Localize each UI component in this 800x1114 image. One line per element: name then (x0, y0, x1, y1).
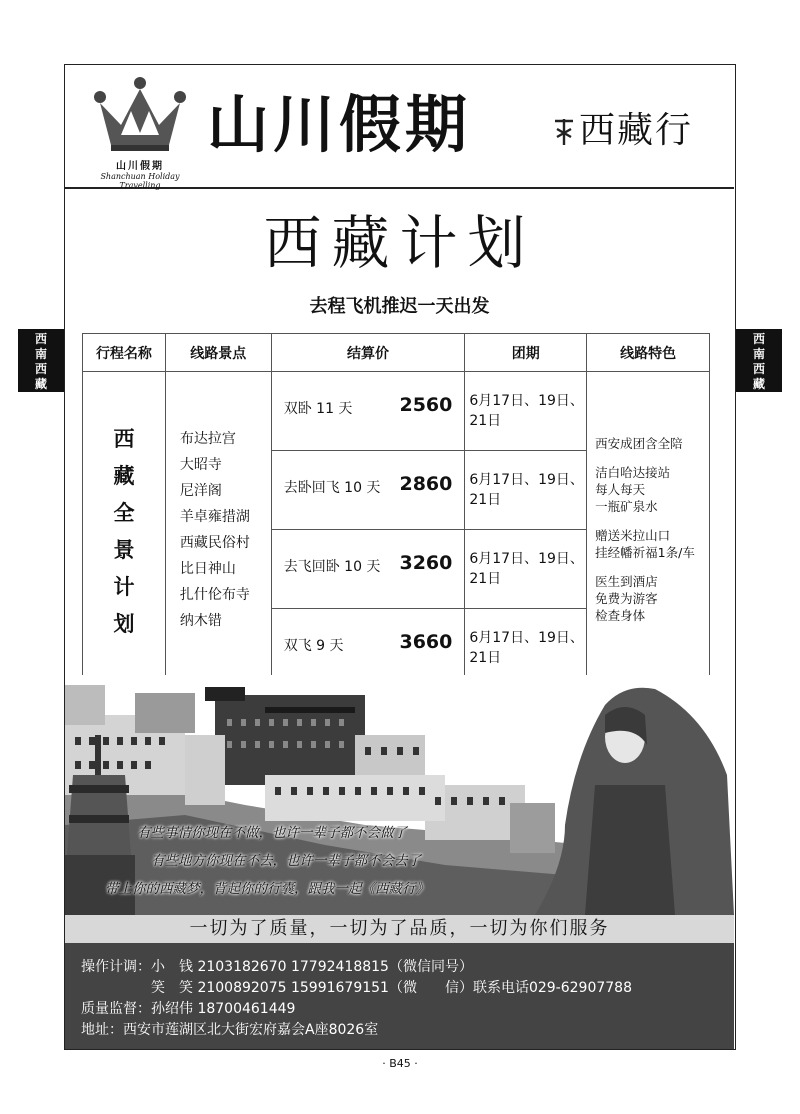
sight-item: 尼洋阁 (179, 482, 222, 499)
tibet-photo-collage (65, 675, 734, 915)
column-header: 线路特色 (587, 334, 710, 372)
feature-item: 免费为游客 (595, 591, 658, 606)
feature-item: 每人每天 (595, 482, 646, 497)
route-name-char: 划 (113, 611, 135, 636)
sight-item: 比日神山 (179, 560, 236, 577)
sight-item: 纳木错 (179, 612, 222, 629)
table-header-row (83, 334, 710, 372)
price-cell (271, 372, 465, 451)
sight-item: 布达拉宫 (179, 430, 236, 447)
sight-item: 扎什伦布寺 (179, 586, 250, 603)
sight-item: 西藏民俗村 (179, 534, 250, 551)
column-header: 线路景点 (165, 334, 271, 372)
side-tab-char: 西 (34, 362, 47, 376)
price-cell (271, 451, 465, 530)
package-type: 双飞 9 天 (283, 638, 344, 654)
sights-cell (165, 372, 271, 688)
side-tab-char: 藏 (752, 377, 765, 391)
sight-item: 大昭寺 (179, 456, 222, 473)
feature-item: 西安成团含全陪 (595, 436, 683, 451)
service-slogan: 一切为了质量，一切为了品质，一切为你们服务 (65, 915, 734, 943)
side-tab-char: 西 (34, 332, 47, 346)
plan-title: 西藏计划 (263, 209, 536, 277)
side-tab-char: 南 (34, 347, 47, 361)
route-name-cell (83, 372, 166, 688)
feature-item: 检查身体 (595, 608, 646, 623)
feature-item: 一瓶矿泉水 (595, 499, 658, 514)
side-tab-char: 西 (752, 362, 765, 376)
side-region-tab-right (736, 329, 782, 392)
package-type: 去卧回飞 10 天 (283, 480, 381, 496)
route-name-char: 藏 (113, 463, 135, 488)
package-type: 去飞回卧 10 天 (283, 559, 381, 575)
column-header: 结算价 (271, 334, 465, 372)
departure-dates: 6月17日、19日、21日 (465, 609, 587, 688)
feature-item: 洁白哈达接站 (595, 465, 671, 480)
departure-dates: 6月17日、19日、21日 (465, 451, 587, 530)
poem-line: 有些地方你现在不去，也许一辈子都不会去了 (151, 853, 421, 869)
features-cell (587, 372, 710, 688)
flyer-frame (64, 64, 736, 1050)
route-name-char: 全 (113, 500, 135, 525)
package-price: 2860 (399, 473, 453, 495)
side-tab-char: 藏 (34, 377, 47, 391)
side-tab-char: 南 (752, 347, 765, 361)
column-header: 团期 (465, 334, 587, 372)
poem-line: 带上你的西藏梦，背起你的行囊，跟我一起《西藏行》 (105, 881, 429, 897)
company-logo (81, 73, 199, 190)
departure-dates: 6月17日、19日、21日 (465, 530, 587, 609)
package-price: 3260 (399, 552, 453, 574)
table-row (83, 372, 710, 451)
feature-item: 赠送米拉山口 (595, 528, 671, 543)
column-header: 行程名称 (83, 334, 166, 372)
quality-supervisor-line: 质量监督：孙绍伟 18700461449 (81, 1001, 296, 1017)
logo-chinese-name: 山川假期 (116, 161, 164, 172)
seal-icon (553, 117, 575, 147)
price-cell (271, 530, 465, 609)
package-price: 3660 (399, 631, 453, 653)
plan-subtitle: 去程飞机推迟一天出发 (309, 296, 490, 317)
route-name-char: 景 (113, 537, 135, 562)
sight-item: 羊卓雍措湖 (179, 508, 250, 525)
crown-icon (91, 75, 189, 155)
operator-contact-line: 笑 笑 2100892075 15991679151（微 信）联系电话029-62907788 (81, 980, 632, 996)
side-tab-char: 西 (752, 332, 765, 346)
header (65, 65, 734, 189)
brand-name: 山川假期 (207, 88, 472, 161)
route-name-char: 西 (113, 426, 135, 451)
package-type: 双卧 11 天 (283, 401, 353, 417)
departure-dates: 6月17日、19日、21日 (465, 372, 587, 451)
itinerary-table (82, 333, 710, 688)
side-region-tab-left (18, 329, 64, 392)
feature-item: 挂经幡祈福1条/车 (595, 545, 695, 560)
address-line: 地址：西安市莲湖区北大街宏府嘉会A座8026室 (81, 1022, 379, 1038)
tagline: 西藏行 (579, 110, 694, 151)
route-name-char: 计 (113, 574, 135, 599)
page-number: · B45 · (382, 1057, 418, 1070)
package-price: 2560 (399, 394, 453, 416)
contact-info-panel (65, 943, 734, 1049)
operator-contact-line: 操作计调：小 钱 2103182670 17792418815（微信同号） (81, 959, 473, 975)
logo-english-name: Shanchuan Holiday Travelling (100, 172, 180, 190)
feature-item: 医生到酒店 (595, 574, 658, 589)
poem-line: 有些事情你现在不做，也许一辈子都不会做了 (137, 825, 407, 841)
